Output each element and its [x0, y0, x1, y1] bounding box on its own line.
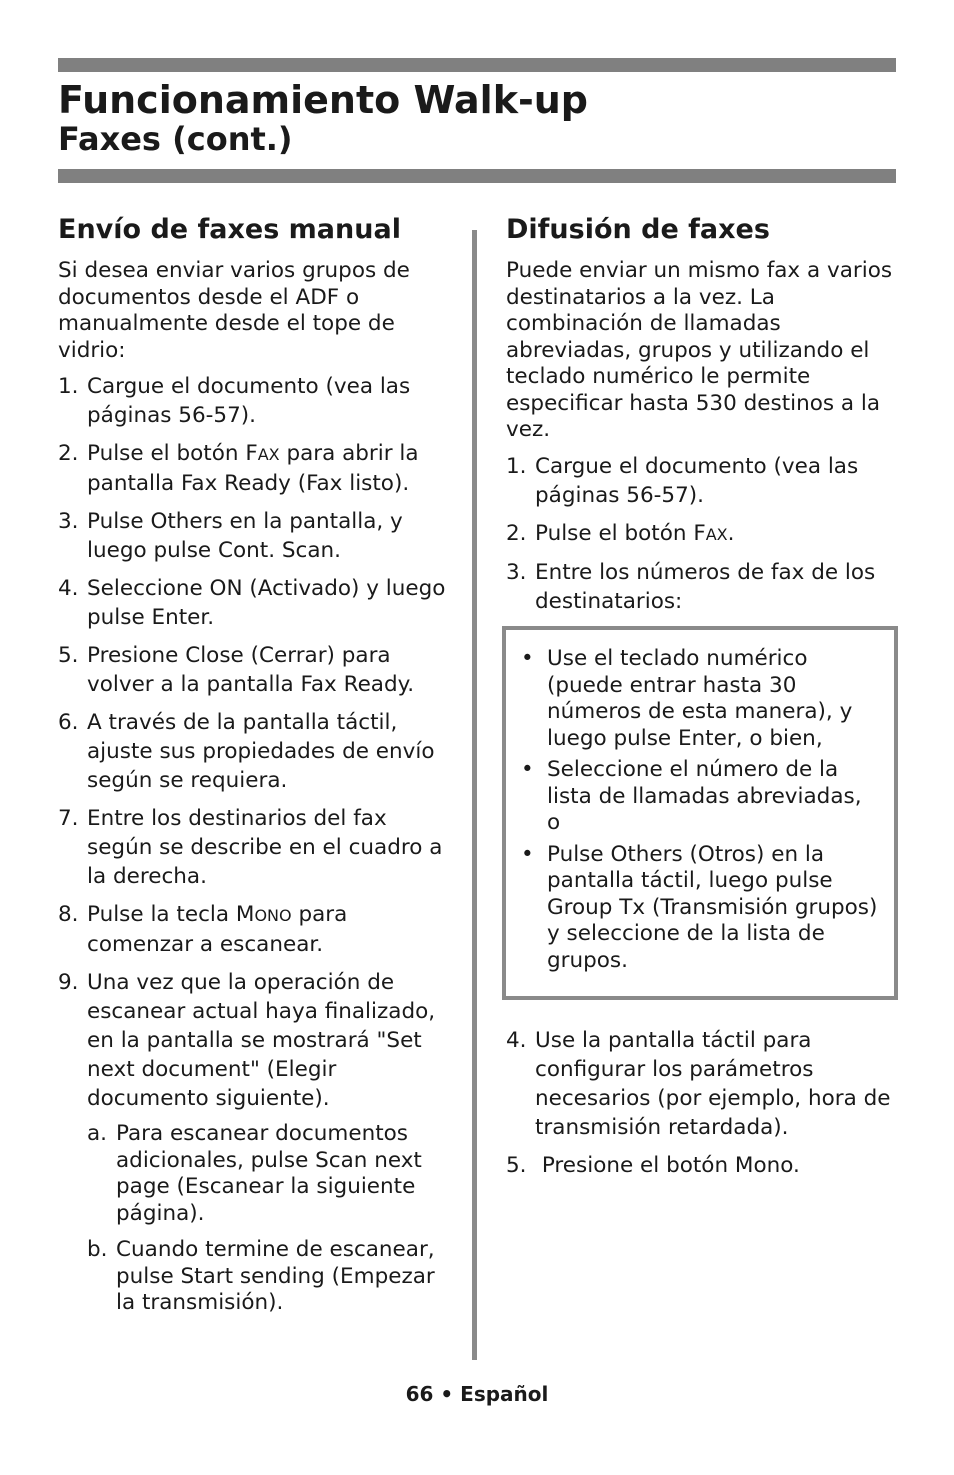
page-footer [0, 1380, 954, 1408]
step-number: 4. [506, 1028, 527, 1053]
step-item [58, 968, 450, 1317]
page-title: Funcionamiento Walk-up [58, 78, 588, 122]
step-text: Seleccione ON (Activado) y luego pulse Enter. [87, 576, 446, 630]
footer-language: Español [460, 1382, 549, 1406]
step-number: 8. [58, 902, 79, 927]
bullet-item [520, 757, 880, 837]
page-subtitle: Faxes (cont.) [58, 120, 293, 158]
manual-fax-section [58, 214, 450, 1327]
substep-letter: a. [87, 1121, 108, 1146]
step-item [506, 558, 898, 616]
step-item [58, 574, 450, 632]
broadcast-steps-continued [506, 1026, 898, 1189]
step-text: Use la pantalla táctil para configurar los parámetros necesarios (por ejemplo, hora de transmisión retardada). [535, 1028, 891, 1140]
substep-text: Para escanear documentos adicionales, pulse Scan next page (Escanear la siguiente página). [116, 1121, 422, 1226]
step-text [87, 441, 419, 496]
step-text [535, 521, 734, 546]
column-divider [472, 230, 477, 1360]
step-item [58, 507, 450, 565]
top-rule [58, 58, 896, 72]
bullet-dot: • [521, 646, 534, 671]
fax-key-name: AX [257, 445, 280, 464]
recipient-options-box [502, 626, 898, 1000]
manual-fax-steps [58, 372, 450, 1317]
substep-item [87, 1121, 450, 1227]
section-intro: Puede enviar un mismo fax a varios destinatarios a la vez. La combinación de llamadas abreviadas, grupos y utilizando el teclado numérico le permite especificar hasta 530 destinos a la vez. [506, 258, 893, 442]
section-intro: Si desea enviar varios grupos de documentos desde el ADF o manualmente desde el tope de vidrio: [58, 258, 410, 363]
step-number: 2. [506, 520, 527, 546]
step-number: 4. [58, 576, 79, 601]
step-text: Pulse Others en la pantalla, y luego pulse Cont. Scan. [87, 509, 403, 563]
step-number: 5. [58, 643, 79, 668]
step-text: A través de la pantalla táctil, ajuste sus propiedades de envío según se requiera. [87, 710, 435, 793]
step-text [87, 902, 347, 957]
step-item [58, 372, 450, 430]
step-item [506, 452, 898, 510]
step-number: 5. [506, 1153, 527, 1178]
fax-broadcast-section [506, 214, 898, 625]
footer-separator: • [440, 1382, 454, 1406]
bullet-item [520, 646, 880, 752]
bullet-text: Use el teclado numérico (puede entrar hasta 30 números de esta manera), y luego pulse Enter, o bien, [547, 646, 853, 751]
step-number: 3. [506, 559, 527, 585]
bullet-text: Pulse Others (Otros) en la pantalla táctil, luego pulse Group Tx (Transmisión grupos) y seleccione de la lista de grupos. [547, 841, 878, 973]
step-text: Entre los números de fax de los destinatarios: [535, 559, 876, 614]
step-number: 2. [58, 441, 79, 466]
recipient-options-list [506, 630, 894, 974]
step-item [506, 519, 898, 549]
step-text-after: . [727, 520, 735, 546]
bullet-text: Seleccione el número de la lista de llamadas abreviadas, o [547, 757, 862, 835]
step-item [58, 900, 450, 959]
step-item [58, 641, 450, 699]
step-number: 3. [58, 509, 79, 534]
step-number: 1. [58, 374, 79, 399]
bullet-dot: • [521, 757, 534, 782]
step-item [58, 439, 450, 498]
substep-item [87, 1237, 450, 1317]
broadcast-steps [506, 452, 898, 616]
substep-text: Cuando termine de escanear, pulse Start sending (Empezar la transmisión). [116, 1237, 435, 1315]
substep-letter: b. [87, 1237, 108, 1262]
step-text: Entre los destinarios del fax según se describe en el cuadro a la derecha. [87, 806, 443, 889]
step-number: 1. [506, 453, 527, 479]
step-number: 7. [58, 806, 79, 831]
step-number: 9. [58, 970, 79, 995]
step-text-after: para comenzar a escanear. [87, 902, 348, 957]
section-heading-fax-broadcast: Difusión de faxes [506, 214, 770, 245]
step-item [58, 804, 450, 891]
page-number: 66 [405, 1382, 434, 1406]
fax-key-name: AX [705, 524, 728, 544]
step-text-before: Pulse la tecla M [87, 902, 255, 927]
step-text: Presione el botón Mono. [535, 1153, 800, 1178]
step-item [506, 1026, 898, 1142]
step-text-before: Pulse el botón F [87, 441, 258, 466]
step-text-after: para abrir la pantalla Fax Ready (Fax listo). [87, 441, 419, 496]
step-item [506, 1151, 898, 1180]
step-item [58, 708, 450, 795]
step-text: Cargue el documento (vea las páginas 56-57). [535, 453, 859, 508]
header-bottom-rule [58, 169, 896, 183]
substeps-list [87, 1121, 450, 1317]
bullet-item [520, 842, 880, 975]
step-text: Presione Close (Cerrar) para volver a la pantalla Fax Ready. [87, 643, 415, 697]
mono-key-name: ONO [254, 906, 292, 925]
step-text-before: Pulse el botón F [535, 520, 706, 546]
step-number: 6. [58, 710, 79, 735]
step-text: Cargue el documento (vea las páginas 56-57). [87, 374, 411, 428]
section-heading-manual-fax: Envío de faxes manual [58, 214, 401, 245]
step-text: Una vez que la operación de escanear actual haya finalizado, en la pantalla se mostrará "Set next document" (Elegir documento siguiente). [87, 970, 436, 1111]
bullet-dot: • [521, 841, 534, 867]
